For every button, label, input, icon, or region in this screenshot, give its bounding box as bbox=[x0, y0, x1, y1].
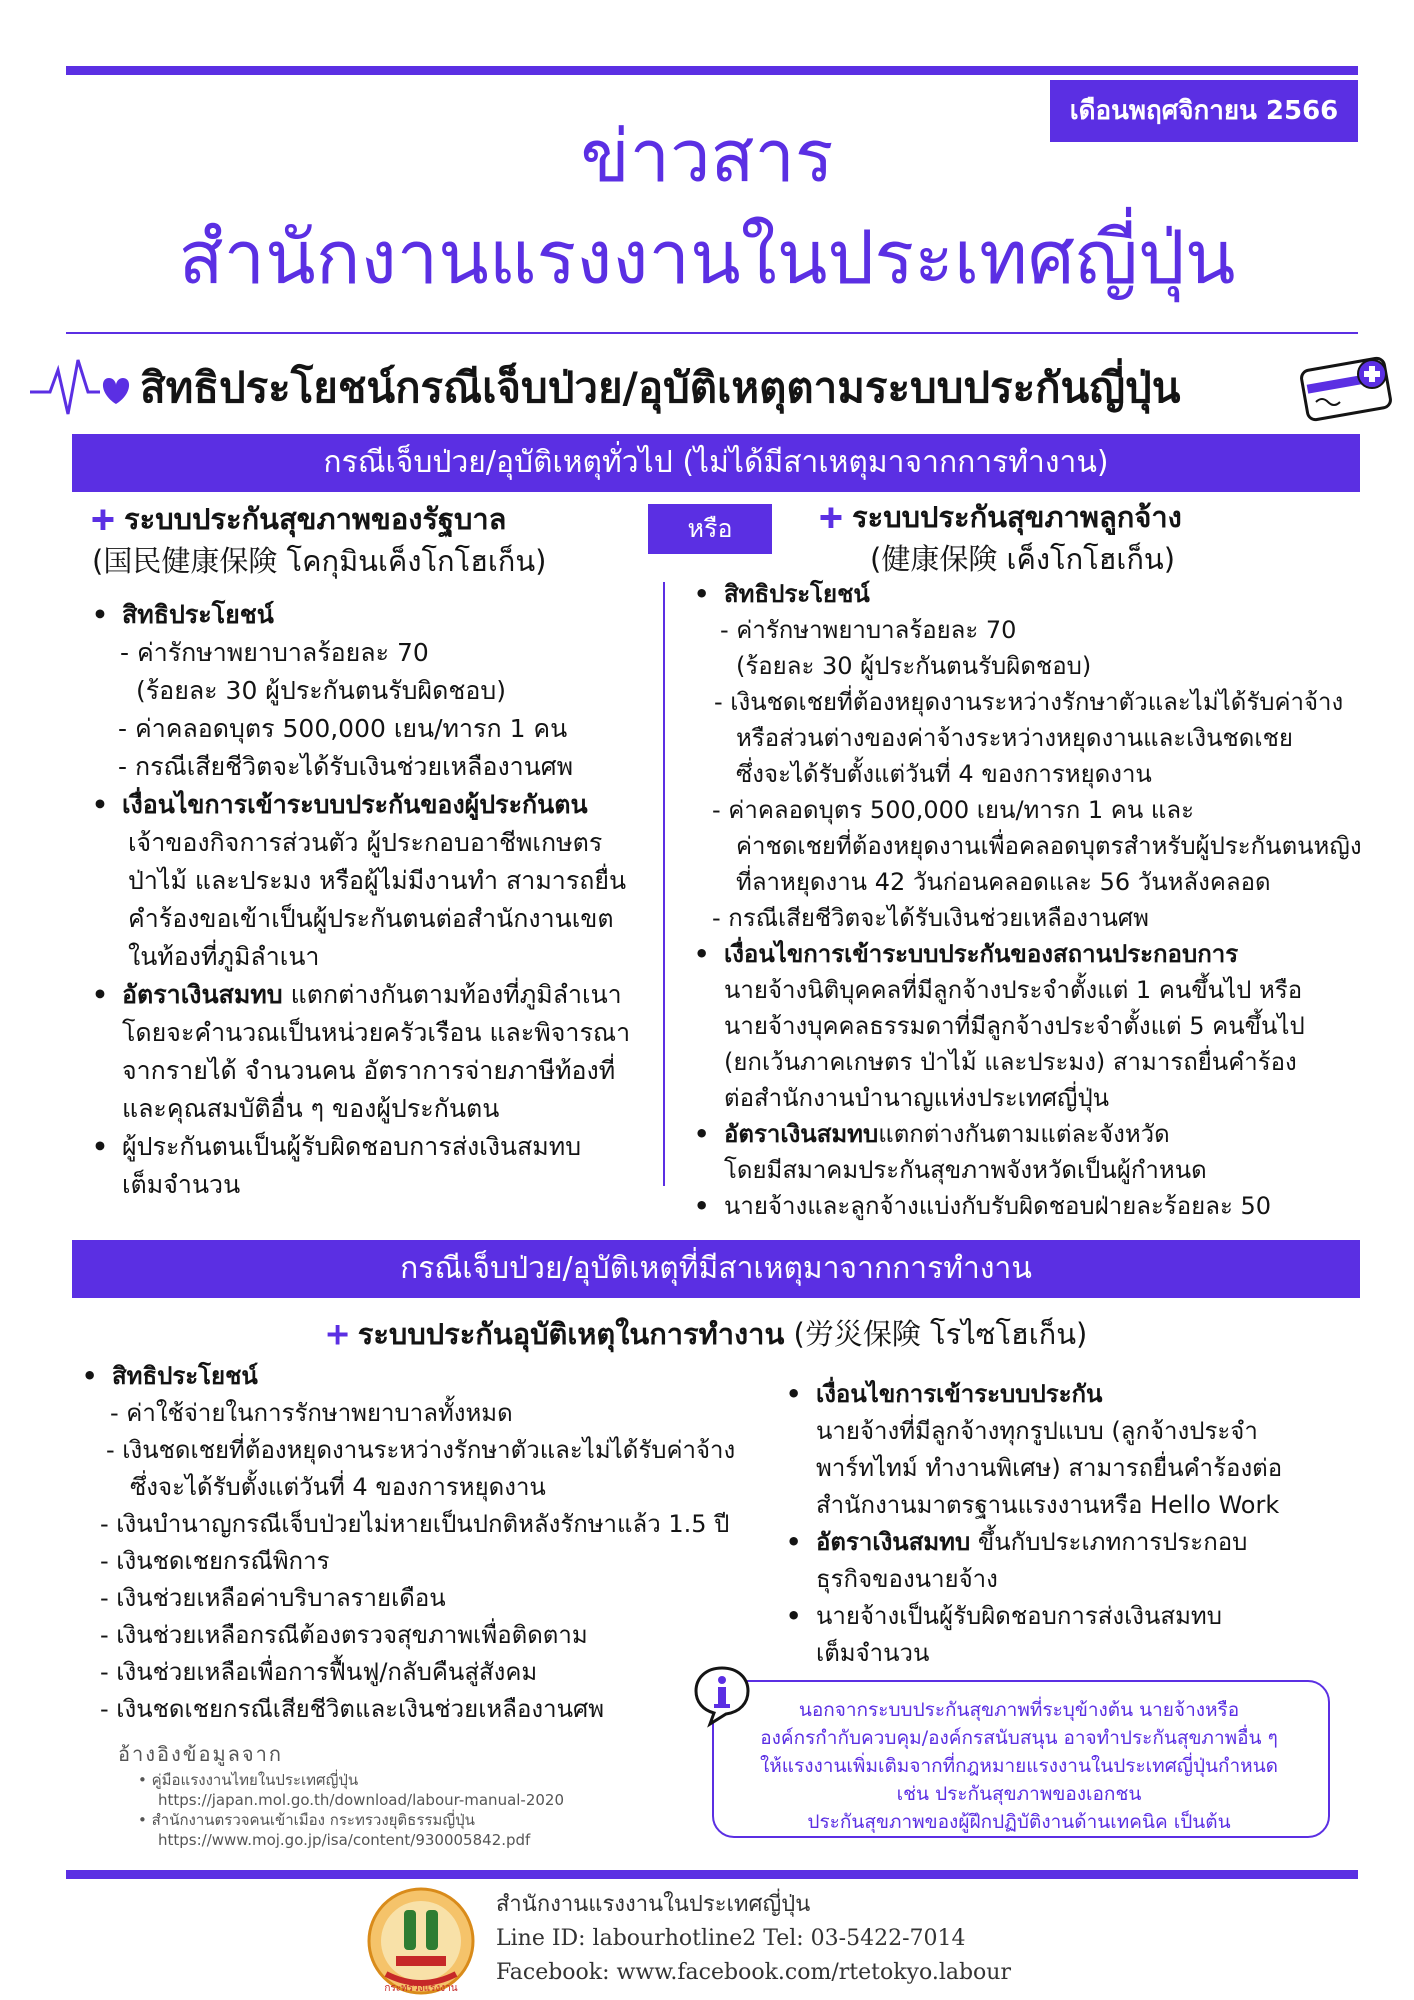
section2-benefit-line: - เงินช่วยเหลือกรณีต้องตรวจสุขภาพเพื่อติดตาม bbox=[100, 1621, 588, 1649]
section2-rate-first: ขึ้นกับประเภทการประกอบ bbox=[970, 1528, 1248, 1556]
right-benefit-line: ค่าชดเชยที่ต้องหยุดงานเพื่อคลอดบุตรสำหรับผู้ประกันตนหญิง bbox=[736, 832, 1362, 860]
or-badge-text: หรือ bbox=[687, 514, 733, 543]
footer-contact bbox=[496, 1888, 1011, 1990]
section2-condition-line: พาร์ทไทม์ ทำงานพิเศษ) สามารถยื่นคำร้องต่อ bbox=[816, 1454, 1283, 1482]
left-plan-title: ระบบประกันสุขภาพของรัฐบาล bbox=[124, 502, 507, 536]
left-condition-line: ป่าไม้ และประมง หรือผู้ไม่มีงานทำ สามารถยื่น bbox=[128, 866, 627, 895]
left-rate-first: แตกต่างกันตามท้องที่ภูมิลำเนา bbox=[282, 980, 622, 1009]
plus-circle-icon: ➕︎ bbox=[326, 1317, 349, 1351]
section2-benefit-line: ซึ่งจะได้รับตั้งแต่วันที่ 4 ของการหยุดงาน bbox=[130, 1473, 546, 1501]
right-condition-head: • เงื่อนไขการเข้าระบบประกันของสถานประกอบการ bbox=[690, 936, 1380, 972]
left-benefit-1: - ค่ารักษาพยาบาลร้อยละ 70 bbox=[120, 638, 429, 667]
section1-bar bbox=[72, 434, 1360, 492]
left-benefit-2: (ร้อยละ 30 ผู้ประกันตนรับผิดชอบ) bbox=[136, 676, 507, 705]
left-benefit-3: - ค่าคลอดบุตร 500,000 เยน/ทารก 1 คน bbox=[118, 714, 568, 743]
section2-benefit-line: - เงินชดเชยกรณีเสียชีวิตและเงินช่วยเหลืองานศพ bbox=[100, 1695, 605, 1723]
section2-condition-head: • เงื่อนไขการเข้าระบบประกัน bbox=[780, 1376, 1380, 1413]
right-benefit-line: (ร้อยละ 30 ผู้ประกันตนรับผิดชอบ) bbox=[736, 652, 1092, 680]
right-last-line: • นายจ้างและลูกจ้างแบ่งกับรับผิดชอบฝ่ายละร้อยละ 50 bbox=[690, 1188, 1380, 1224]
right-plan-title: ระบบประกันสุขภาพลูกจ้าง bbox=[852, 500, 1182, 534]
bottom-rule bbox=[66, 1870, 1358, 1879]
section2-last-line: • นายจ้างเป็นผู้รับผิดชอบการส่งเงินสมทบ bbox=[780, 1598, 1380, 1635]
page-title-line1: ข่าวสาร bbox=[580, 114, 834, 198]
right-benefit-line: ที่ลาหยุดงาน 42 วันก่อนคลอดและ 56 วันหลังคลอด bbox=[736, 868, 1271, 896]
reference-url-link[interactable]: https://www.moj.go.jp/isa/content/930005842.pdf bbox=[158, 1831, 531, 1849]
left-last-line: • ผู้ประกันตนเป็นผู้รับผิดชอบการส่งเงินสมทบ bbox=[90, 1128, 650, 1166]
footer-line-phone[interactable]: Line ID: labourhotline2 Tel: 03-5422-7014 bbox=[496, 1926, 966, 1951]
left-last-line: เต็มจำนวน bbox=[122, 1170, 241, 1199]
reference-name: • คู่มือแรงงานไทยในประเทศญี่ปุ่น bbox=[138, 1771, 359, 1789]
footer-facebook-link[interactable]: Facebook: www.facebook.com/rtetokyo.labour bbox=[496, 1960, 1011, 1985]
plus-circle-icon: ➕︎ bbox=[820, 500, 842, 534]
references bbox=[118, 1738, 678, 1850]
topic-heading: สิทธิประโยชน์กรณีเจ็บป่วย/อุบัติเหตุตามระบบประกันญี่ปุ่น bbox=[140, 363, 1181, 412]
footer-org: สำนักงานแรงงานในประเทศญี่ปุ่น bbox=[496, 1892, 811, 1917]
right-benefit-line: - เงินชดเชยที่ต้องหยุดงานระหว่างรักษาตัวและไม่ได้รับค่าจ้าง bbox=[714, 688, 1344, 716]
plus-circle-icon: ➕︎ bbox=[92, 502, 114, 536]
left-rate-line: จากรายได้ จำนวนคน อัตราการจ่ายภาษีท้องที่ bbox=[122, 1056, 616, 1085]
right-benefits-head: • สิทธิประโยชน์ bbox=[690, 576, 1380, 612]
section2-bar bbox=[72, 1240, 1360, 1298]
section2-conditions bbox=[780, 1376, 1380, 1672]
right-rate-line bbox=[690, 1116, 1380, 1152]
info-note-text bbox=[712, 1696, 1326, 1836]
section1-bar-title: กรณีเจ็บป่วย/อุบัติเหตุทั่วไป (ไม่ได้มีสาเหตุมาจากการทำงาน) bbox=[323, 445, 1109, 480]
section2-benefit-line: - เงินช่วยเหลือค่าบริบาลรายเดือน bbox=[100, 1584, 446, 1612]
section2-benefits-head: • สิทธิประโยชน์ bbox=[80, 1358, 780, 1395]
date-badge-text: เดือนพฤศจิกายน 2566 bbox=[1069, 96, 1339, 126]
right-plan-header bbox=[820, 496, 1182, 580]
section2-rate-line bbox=[780, 1524, 1380, 1561]
ministry-logo bbox=[366, 1886, 476, 1996]
left-rate-line: โดยจะคำนวณเป็นหน่วยครัวเรือน และพิจารณา bbox=[122, 1018, 631, 1047]
section2-condition-line: สำนักงานมาตรฐานแรงงานหรือ Hello Work bbox=[816, 1491, 1280, 1519]
section2-benefit-line: - เงินชดเชยกรณีพิการ bbox=[100, 1547, 330, 1575]
right-condition-line: ต่อสำนักงานบำนาญแห่งประเทศญี่ปุ่น bbox=[724, 1084, 1110, 1112]
heartbeat-icon bbox=[30, 352, 134, 422]
left-plan-subtitle: (国民健康保険 โคกุมินเค็งโกโฮเก็น) bbox=[92, 544, 547, 578]
section2-condition-line: นายจ้างที่มีลูกจ้างทุกรูปแบบ (ลูกจ้างประจำ bbox=[816, 1417, 1258, 1445]
reference-url-link[interactable]: https://japan.mol.go.th/download/labour-manual-2020 bbox=[158, 1791, 565, 1809]
right-condition-line: นายจ้างบุคคลธรรมดาที่มีลูกจ้างประจำตั้งแต่ 5 คนขึ้นไป bbox=[724, 1012, 1305, 1040]
info-note-line: เช่น ประกันสุขภาพของเอกชน bbox=[896, 1783, 1142, 1805]
right-plan-body bbox=[690, 576, 1380, 1224]
right-rate-first: แตกต่างกันตามแต่ละจังหวัด bbox=[878, 1120, 1170, 1148]
right-plan-subtitle: (健康保険 เค็งโกโฮเก็น) bbox=[870, 542, 1176, 576]
info-note-line: ประกันสุขภาพของผู้ฝึกปฏิบัติงานด้านเทคนิค เป็นต้น bbox=[807, 1811, 1231, 1833]
section2-title-rest: (労災保険 โรไซโฮเก็น) bbox=[784, 1317, 1088, 1351]
section2-benefit-line: - เงินบำนาญกรณีเจ็บป่วยไม่หายเป็นปกติหลังรักษาแล้ว 1.5 ปี bbox=[100, 1510, 730, 1538]
page-title-line2: สำนักงานแรงงานในประเทศญี่ปุ่น bbox=[178, 215, 1236, 301]
references-heading: อ้างอิงข้อมูลจาก bbox=[118, 1742, 283, 1766]
left-plan-header bbox=[92, 498, 547, 582]
left-plan-body bbox=[90, 596, 650, 1204]
left-condition-line: ในท้องที่ภูมิลำเนา bbox=[128, 942, 320, 971]
info-note-line: นอกจากระบบประกันสุขภาพที่ระบุข้างต้น นายจ้างหรือ bbox=[798, 1699, 1240, 1721]
section2-benefit-line: - เงินช่วยเหลือเพื่อการฟื้นฟู/กลับคืนสู่สังคม bbox=[100, 1658, 538, 1686]
right-rate-head: อัตราเงินสมทบ bbox=[724, 1120, 879, 1148]
section2-benefit-line: - ค่าใช้จ่ายในการรักษาพยาบาลทั้งหมด bbox=[110, 1399, 513, 1427]
or-badge bbox=[648, 504, 772, 554]
section2-benefits bbox=[80, 1358, 780, 1728]
section2-benefit-line: - เงินชดเชยที่ต้องหยุดงานระหว่างรักษาตัวและไม่ได้รับค่าจ้าง bbox=[106, 1436, 736, 1464]
insurance-card-icon bbox=[1300, 350, 1396, 422]
right-benefit-line: - กรณีเสียชีวิตจะได้รับเงินช่วยเหลืองานศพ bbox=[712, 904, 1149, 932]
right-condition-line: (ยกเว้นภาคเกษตร ป่าไม้ และประมง) สามารถยื่นคำร้อง bbox=[724, 1048, 1297, 1076]
info-note-line: องค์กรกำกับควบคุม/องค์กรสนับสนุน อาจทำประกันสุขภาพอื่น ๆ bbox=[760, 1727, 1278, 1749]
section2-last-line: เต็มจำนวน bbox=[816, 1639, 930, 1667]
section2-rate-line: ธุรกิจของนายจ้าง bbox=[816, 1565, 998, 1593]
right-benefit-line: - ค่ารักษาพยาบาลร้อยละ 70 bbox=[720, 616, 1017, 644]
info-note-line: ให้แรงงานเพิ่มเติมจากที่กฎหมายแรงงานในประเทศญี่ปุ่นกำหนด bbox=[759, 1755, 1279, 1777]
left-rate-head: อัตราเงินสมทบ bbox=[122, 980, 283, 1009]
left-rate-line: และคุณสมบัติอื่น ๆ ของผู้ประกันตน bbox=[122, 1094, 500, 1123]
left-benefit-4: - กรณีเสียชีวิตจะได้รับเงินช่วยเหลืองานศพ bbox=[118, 752, 574, 781]
right-condition-line: นายจ้างนิติบุคคลที่มีลูกจ้างประจำตั้งแต่ 1 คนขึ้นไป หรือ bbox=[724, 976, 1303, 1004]
right-benefit-line: หรือส่วนต่างของค่าจ้างระหว่างหยุดงานและเงินชดเชย bbox=[736, 724, 1293, 752]
reference-name: • สำนักงานตรวจคนเข้าเมือง กระทรวงยุติธรรมญี่ปุ่น bbox=[138, 1811, 475, 1829]
section2-title-bold: ระบบประกันอุบัติเหตุในการทำงาน bbox=[357, 1317, 785, 1351]
left-benefits-head: • สิทธิประโยชน์ bbox=[90, 596, 650, 634]
right-benefit-line: - ค่าคลอดบุตร 500,000 เยน/ทารก 1 คน และ bbox=[712, 796, 1194, 824]
left-condition-line: เจ้าของกิจการส่วนตัว ผู้ประกอบอาชีพเกษตร bbox=[128, 828, 603, 857]
column-divider bbox=[663, 582, 665, 1186]
section2-bar-title: กรณีเจ็บป่วย/อุบัติเหตุที่มีสาเหตุมาจากการทำงาน bbox=[400, 1251, 1032, 1286]
left-condition-head: • เงื่อนไขการเข้าระบบประกันของผู้ประกันตน bbox=[90, 786, 650, 824]
logo-caption: กระทรวงแรงงาน bbox=[384, 1983, 458, 1994]
left-rate-line bbox=[90, 976, 650, 1014]
left-condition-line: คำร้องขอเข้าเป็นผู้ประกันตนต่อสำนักงานเขต bbox=[128, 904, 614, 933]
top-rule bbox=[66, 66, 1358, 75]
section2-plan-title bbox=[0, 1312, 1414, 1356]
right-benefit-line: ซึ่งจะได้รับตั้งแต่วันที่ 4 ของการหยุดงาน bbox=[736, 760, 1152, 788]
right-rate-line: โดยมีสมาคมประกันสุขภาพจังหวัดเป็นผู้กำหนด bbox=[724, 1156, 1207, 1184]
section2-rate-head: อัตราเงินสมทบ bbox=[816, 1528, 971, 1556]
title-divider bbox=[66, 332, 1358, 334]
